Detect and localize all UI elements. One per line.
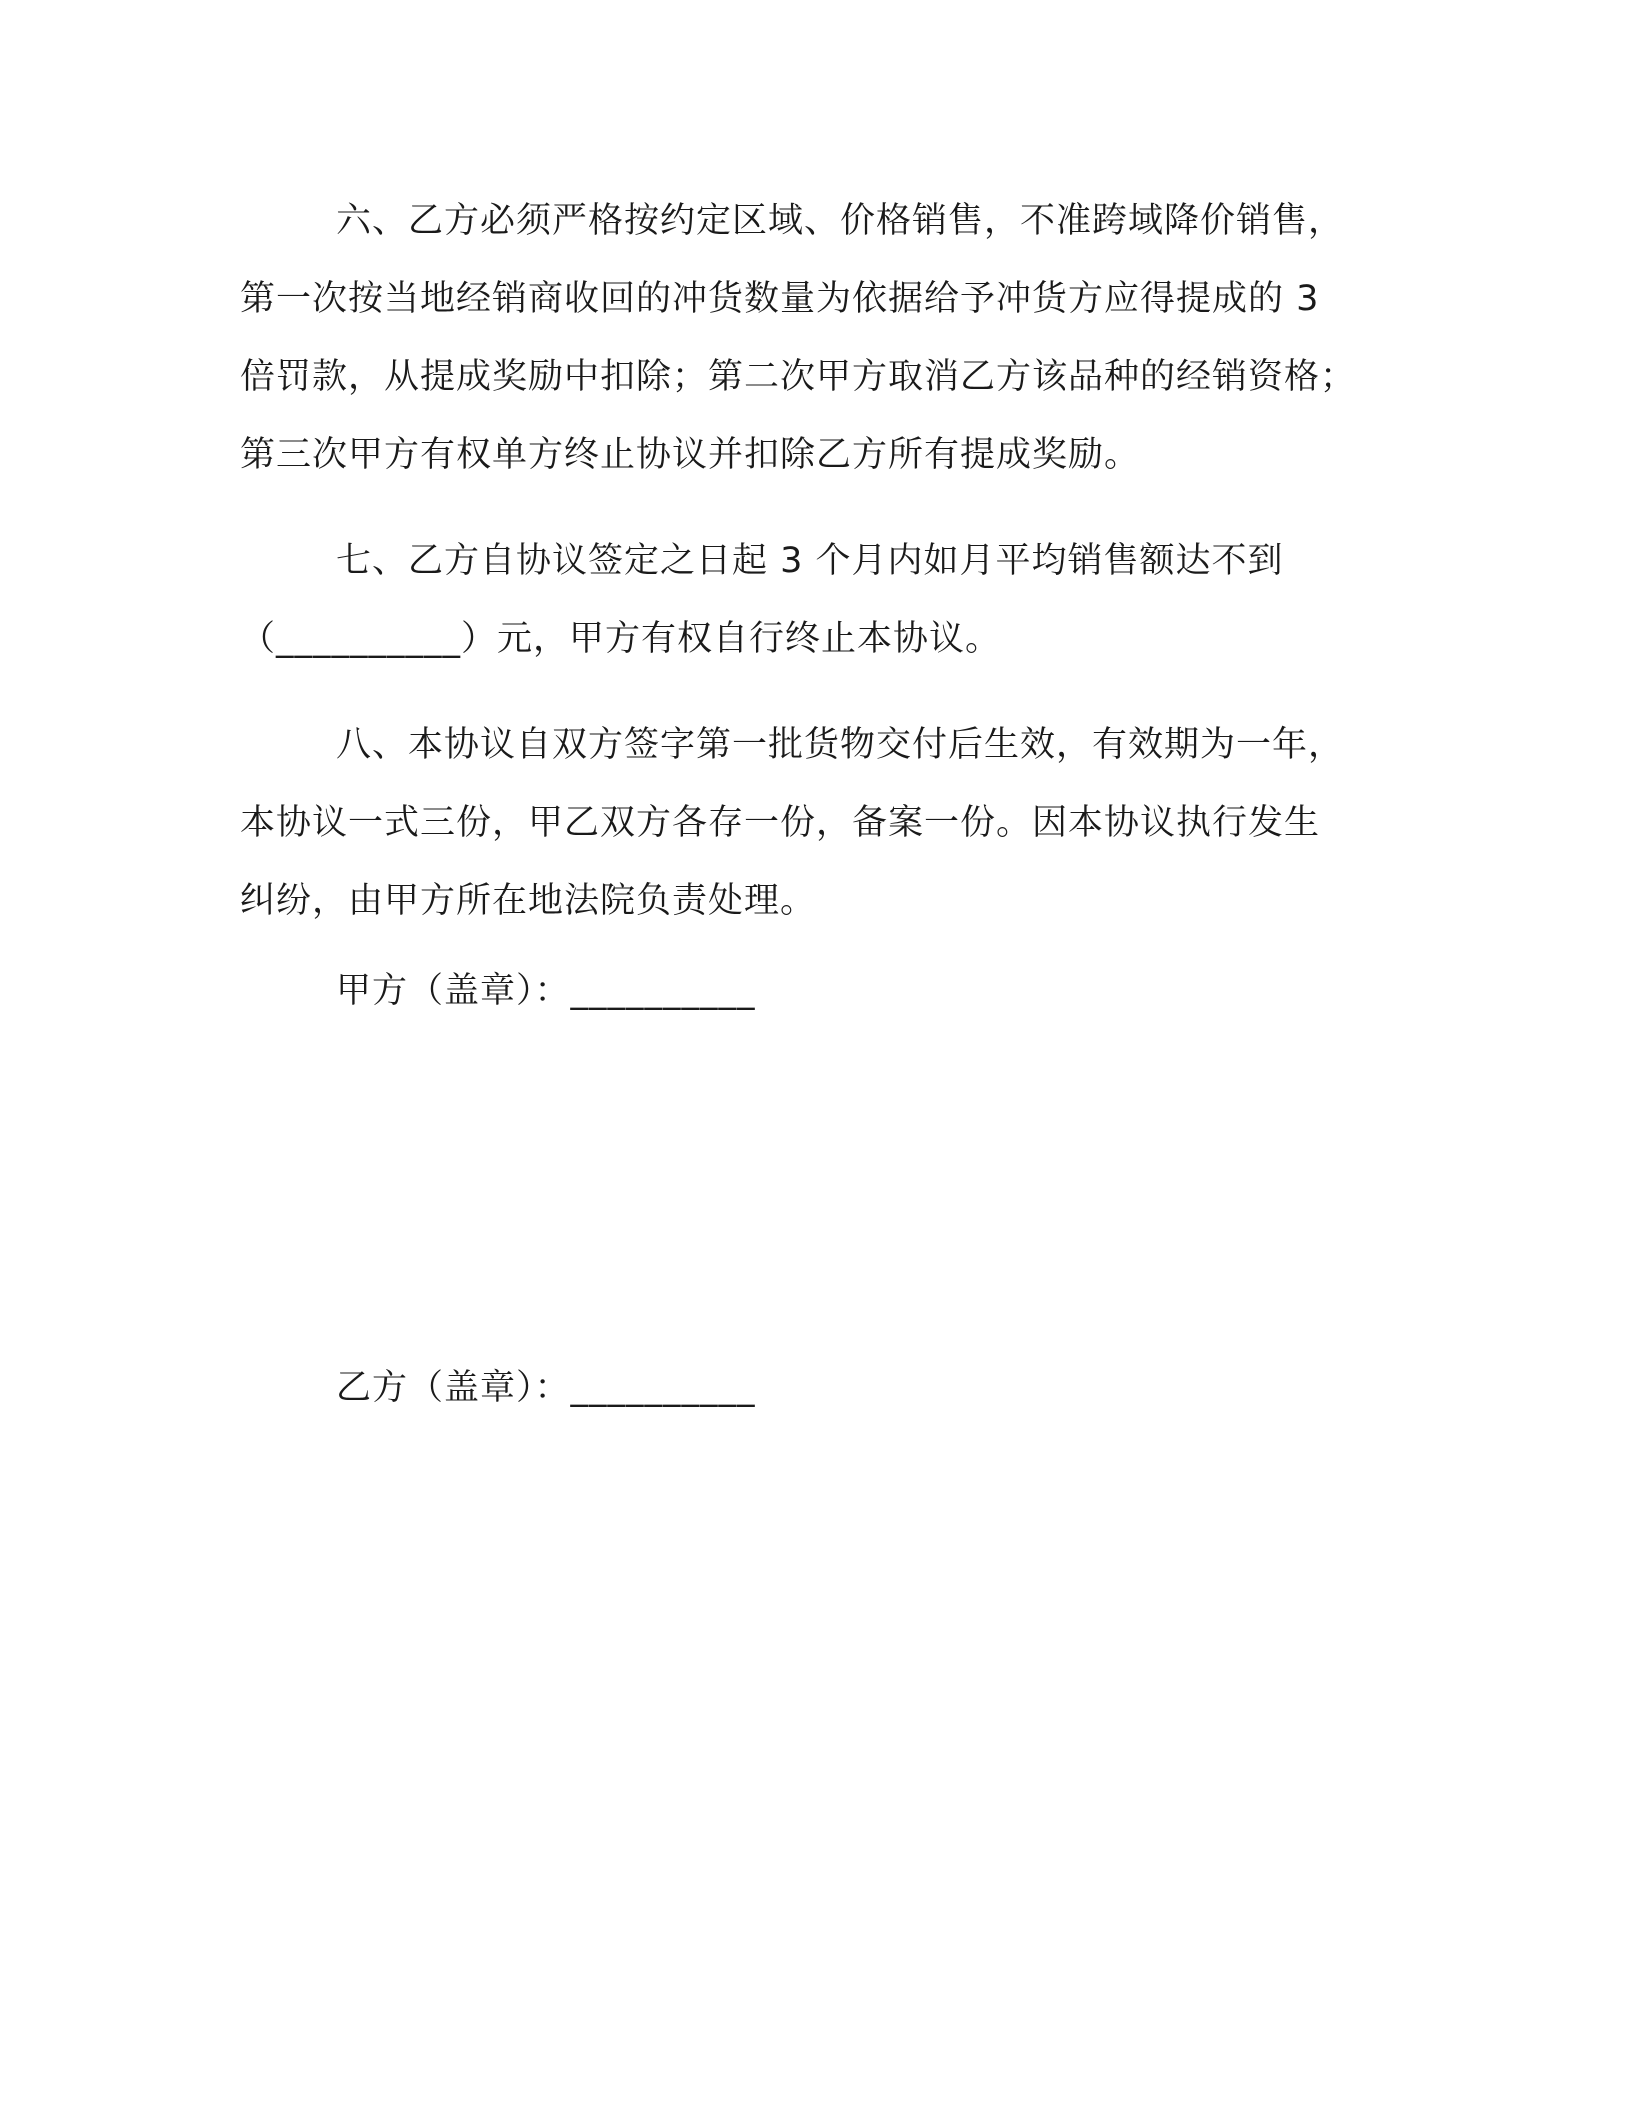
party-a-signature: 甲方（盖章）：__________ xyxy=(336,971,756,1011)
clause-eight-line: 本协议一式三份，甲乙双方各存一份，备案一份。因本协议执行发生 xyxy=(240,803,1321,843)
clause-seven xyxy=(240,522,1380,678)
clause-eight-line: 纠纷，由甲方所在地法院负责处理。 xyxy=(240,881,817,921)
clause-eight xyxy=(240,706,1380,940)
clause-seven-line: （__________）元，甲方有权自行终止本协议。 xyxy=(240,619,1002,659)
clause-seven-line: 七、乙方自协议签定之日起 3 个月内如月平均销售额达不到 xyxy=(336,541,1284,581)
clause-six-line: 第一次按当地经销商收回的冲货数量为依据给予冲货方应得提成的 3 xyxy=(240,279,1320,319)
clause-six-line: 六、乙方必须严格按约定区域、价格销售，不准跨域降价销售， xyxy=(336,201,1345,241)
agreement-body xyxy=(240,182,1380,940)
clause-six-line: 倍罚款，从提成奖励中扣除；第二次甲方取消乙方该品种的经销资格； xyxy=(240,357,1357,397)
clause-six xyxy=(240,182,1380,494)
clause-six-line: 第三次甲方有权单方终止协议并扣除乙方所有提成奖励。 xyxy=(240,435,1141,475)
clause-eight-line: 八、本协议自双方签字第一批货物交付后生效，有效期为一年， xyxy=(336,725,1345,765)
party-b-signature: 乙方（盖章）：__________ xyxy=(336,1368,756,1408)
